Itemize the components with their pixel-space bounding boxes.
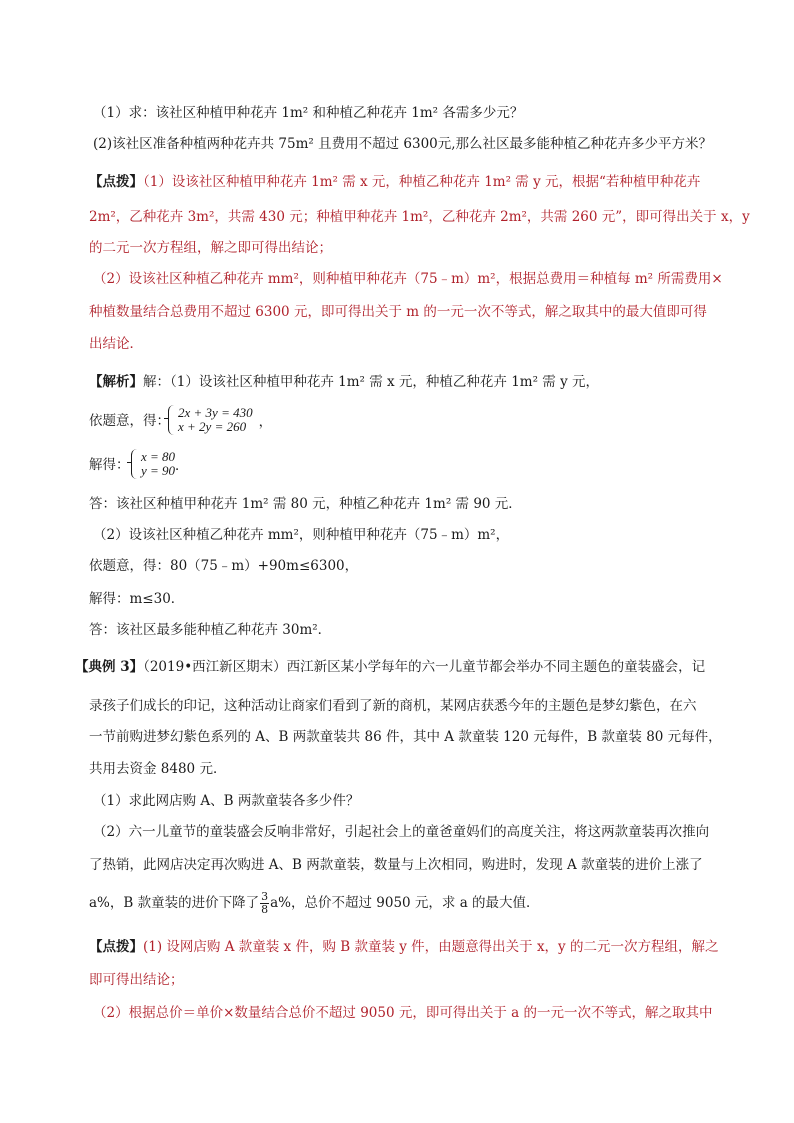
solution-label: 【解析】 [89, 374, 143, 390]
tip-1-line-c: 的二元一次方程组，解之即可得出结论； [89, 240, 332, 256]
tip-1-line-b: 2m²，乙种花卉 3m²，共需 430 元；种植甲种花卉 1m²，乙种花卉 2m²，共需 260 元”，即可得出关于 x，y [89, 209, 750, 225]
example-3-question-2-c2: a%，总价不超过 9050 元，求 a 的最大值． [270, 895, 540, 911]
solution-by-line: 依题意，得： [89, 413, 170, 429]
fraction-numerator: 3 [261, 890, 269, 903]
system-1-eq-2: x + 2y = 260 [178, 419, 247, 434]
tip-1-text-a: （1）设该社区种植甲种花卉 1m² 需 x 元，种植乙种花卉 1m² 需 y 元，根据“若种植甲种花卉 [143, 174, 701, 190]
tip-4-line-a: （2）根据总价＝单价×数量结合总价不超过 9050 元，即可得出关于 a 的一元一次不等式，解之取其中 [93, 1005, 713, 1021]
brace-icon [131, 449, 138, 479]
tip-3-text-a: (1) 设网店购 A 款童装 x 件，购 B 款童装 y 件，由题意得出关于 x，y 的二元一次方程组，解之 [143, 939, 719, 955]
solution-line-1 [89, 372, 599, 392]
example-3-question-2-a: （2）六一儿童节的童装盛会反响非常好，引起社会上的童爸童妈们的高度关注，将这两款童装再次推向 [93, 824, 710, 840]
example-3-text-a: （2019•西江新区期末）西江新区某小学每年的六一儿童节都会举办不同主题色的童装盛会，记 [143, 659, 706, 675]
solution-2-line: （2）设该社区种植乙种花卉 mm²，则种植甲种花卉（75﹣m）m²， [93, 527, 510, 543]
example-3-question-1: （1）求此网店购 A、B 两款童装各多少件？ [93, 793, 360, 809]
brace-icon [168, 405, 175, 435]
tip-3-label: 【点拨】 [89, 939, 143, 955]
tip-label: 【点拨】 [89, 174, 143, 190]
fraction-denominator: 8 [261, 903, 269, 916]
system-2-tail: ． [175, 458, 189, 474]
system-1-tail: ， [258, 414, 273, 430]
example-3-line-a [75, 657, 705, 677]
example-3-line-c: 一节前购进梦幻紫色系列的 A、B 两款童装共 86 件，其中 A 款童装 120 元每件，B 款童装 80 元每件， [89, 729, 722, 745]
solve-label-line: 解得： [89, 457, 130, 473]
solution-text-1: 解：（1）设该社区种植甲种花卉 1m² 需 x 元，种植乙种花卉 1m² 需 y 元， [143, 374, 600, 390]
answer-2: 答：该社区最多能种植乙种花卉 30m²． [89, 622, 332, 638]
question-1: （1）求：该社区种植甲种花卉 1m² 和种植乙种花卉 1m² 各需多少元？ [93, 105, 524, 121]
solution-2-by-line: 依题意，得：80（75﹣m）+90m≤6300， [89, 558, 359, 574]
equation-system-2 [131, 449, 189, 479]
equation-system-1 [168, 405, 272, 435]
tip-2-line-b: 种植数量结合总费用不超过 6300 元，即可得出关于 m 的一元一次不等式，解之取其中的最大值即可得 [89, 304, 707, 320]
fraction-3-8 [260, 891, 269, 916]
solution-2-solve-line: 解得：m≤30． [89, 591, 185, 607]
example-3-line-d: 共用去资金 8480 元． [89, 761, 227, 777]
example-3-question-2-c [89, 891, 540, 916]
tip-2-line-a: （2）设该社区种植乙种花卉 mm²，则种植甲种花卉（75﹣m）m²，根据总费用＝种植每 m² 所需费用× [93, 271, 723, 287]
tip-2-line-c: 出结论． [89, 336, 143, 352]
system-2-eq-1: x = 80 [141, 449, 176, 464]
system-1-eq-1: 2x + 3y = 430 [178, 405, 253, 420]
tip-1-line-a [89, 172, 700, 192]
answer-1: 答：该社区种植甲种花卉 1m² 需 80 元，种植乙种花卉 1m² 需 90 元． [89, 496, 522, 512]
example-3-line-b: 录孩子们成长的印记，这种活动让商家们看到了新的商机，某网店获悉今年的主题色是梦幻紫色，在六 [89, 698, 697, 714]
question-2: (2)该社区准备种植两种花卉共 75m² 且费用不超过 6300元,那么社区最多能种植乙种花卉多少平方米？ [93, 136, 713, 152]
example-label: 【典例 3】 [75, 659, 144, 675]
example-3-question-2-b: 了热销，此网店决定再次购进 A、B 两款童装，数量与上次相同，购进时，发现 A 款童装的进价上涨了 [89, 857, 703, 873]
tip-3-line-a [89, 937, 718, 957]
system-2-eq-2: y = 90 [141, 463, 176, 478]
tip-3-line-b: 即可得出结论； [89, 972, 184, 988]
example-3-question-2-c1: a%，B 款童装的进价下降了 [89, 895, 260, 911]
